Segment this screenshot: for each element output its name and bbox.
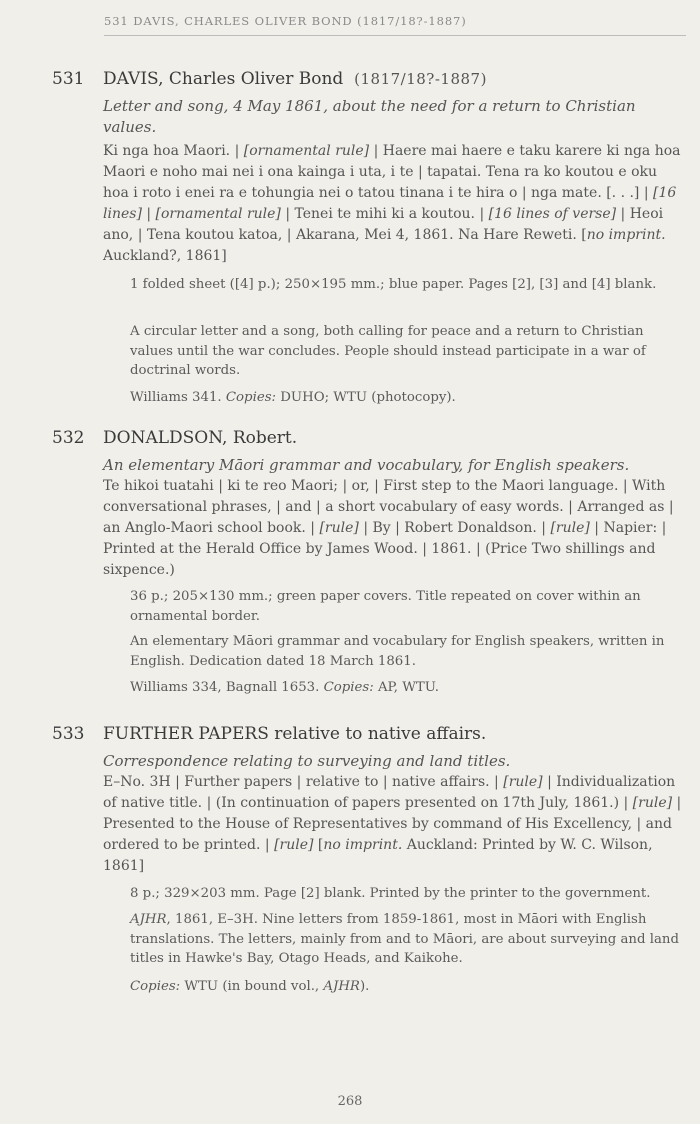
italic-run: Copies: [225,390,276,405]
content-note: An elementary Māori grammar and vocabulary for English speakers, written in English. Dedication dated 18 March 1861. [130,634,665,669]
content-note: A circular letter and a song, both calling for peace and a return to Christian values until the war concludes. People should instead participate in a war of doctrinal words. [130,324,646,378]
entry-description: E–No. 3H | Further papers | relative to | native affairs. | [rule] | Individualization of native title. | (In continuation of papers presented on 17th July, 1861.) | [rule] | Presented to the House of Representatives by command of His Excellency, | and ordered to be printed. | [rule] [no imprint. Auckland: Printed by W. C. Wilson, 1861] [103,774,682,874]
references-copies: Williams 341. Copies: DUHO; WTU (photocopy). [130,390,456,405]
content-note: AJHR, 1861, E–3H. Nine letters from 1859-1861, most in Māori with English translations. The letters, mainly from and to Māori, are about surveying and land titles in Hawke's Bay, Otago Heads, and Kaikohe. [130,912,679,966]
italic-run: [rule] [503,774,543,790]
italic-run: [rule] [274,837,314,853]
physical-description: 1 folded sheet ([4] p.); 250×195 mm.; blue paper. Pages [2], [3] and [4] blank. [130,277,657,292]
physical-description: 8 p.; 329×203 mm. Page [2] blank. Printed by the printer to the government. [130,886,651,901]
entry-subject: An elementary Māori grammar and vocabulary, for English speakers. [103,456,630,474]
italic-run: no imprint. [586,227,666,243]
italic-run: [16 lines of verse] [488,206,617,222]
entry-title [103,69,487,89]
entry-number: 531 [52,69,85,89]
italic-run: Copies: [323,680,374,695]
page-number: 268 [337,1094,363,1109]
italic-run: AJHR [323,979,360,994]
italic-run: Copies: [130,979,181,994]
italic-run: [ornamental rule] [243,143,370,159]
entry-subject: Letter and song, 4 May 1861, about the need for a return to Christian values. [103,97,636,136]
italic-run: [16 lines] [103,185,677,222]
author-name: DAVIS, Charles Oliver Bond [103,69,344,89]
author-name: FURTHER PAPERS relative to native affairs. [103,724,487,744]
entry-description: Ki nga hoa Maori. | [ornamental rule] | Haere mai haere e taku karere ki nga hoa Maori e noho mai nei i ona kainga i uta, i te | tapatai. Tena ra ko koutou e oku hoa i roto i enei ra e tohungia nei o tatou tinana i te hira o | nga mate. [. . .] | [16 lines] | [ornamental rule] | Tenei te mihi ki a koutou. | [16 lines of verse] | Heoi ano, | Tena koutou katoa, | Akarana, Mei 4, 1861. Na Hare Reweti. [no imprint. Auckland?, 1861] [103,143,681,264]
entry-title [103,428,297,448]
entry-description: Te hikoi tuatahi | ki te reo Maori; | or, | First step to the Maori language. | With conversational phrases, | and | a short vocabulary of easy words. | Arranged as | an Anglo-Maori school book. | [rule] | By | Robert Donaldson. | [rule] | Napier: | Printed at the Herald Office by James Wood. | 1861. | (Price Two shillings and sixpence.) [103,478,674,578]
italic-run: [rule] [319,520,359,536]
author-dates: (1817/18?-1887) [354,70,487,88]
entry-title [103,724,486,744]
references-copies: Williams 334, Bagnall 1653. Copies: AP, WTU. [130,680,440,695]
italic-run: no imprint. [323,837,403,853]
italic-run: [ornamental rule] [155,206,281,222]
entry-number: 533 [52,724,85,744]
entry-subject: Correspondence relating to surveying and land titles. [103,752,511,770]
entry-number: 532 [52,428,85,448]
physical-description: 36 p.; 205×130 mm.; green paper covers. Title repeated on cover within an ornamental border. [130,589,641,624]
running-head: 531 DAVIS, CHARLES OLIVER BOND (1817/18?-1887) [104,14,686,36]
italic-run: AJHR [130,912,167,927]
italic-run: [rule] [550,520,590,536]
author-name: DONALDSON, Robert. [103,428,298,448]
references-copies: Copies: WTU (in bound vol., AJHR). [130,979,370,994]
italic-run: [rule] [632,795,673,811]
